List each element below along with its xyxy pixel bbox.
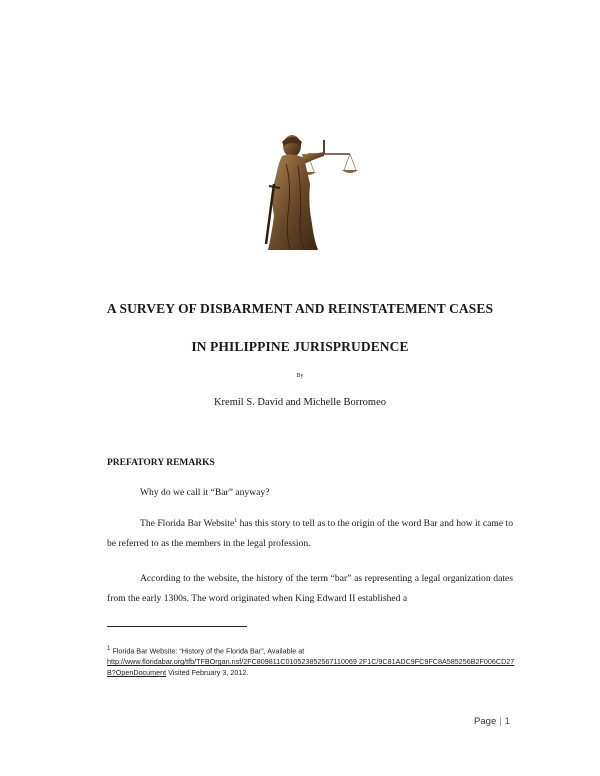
page-separator: | — [499, 716, 502, 727]
paragraph-2 — [107, 511, 513, 554]
paragraph-2-text-b: has this story to tell as to the origin of the word Bar and how it came to be referred to as the members in the legal profession. — [107, 518, 513, 550]
lady-justice-image — [252, 124, 360, 250]
footnote-number: 1 — [107, 646, 111, 652]
paragraph-3 — [107, 569, 513, 609]
paragraph-3-text: According to the website, the history of the term “bar” as representing a legal organization dates from the early 1300s. The word originated when King Edward II established a — [107, 573, 513, 604]
paragraph-1 — [107, 483, 513, 503]
footnote — [107, 644, 517, 678]
title-line-2: IN PHILIPPINE JURISPRUDENCE — [191, 339, 409, 354]
footnote-link[interactable]: http://www.floridabar.org/tfb/TFBOrgan.nsf/2FC809811C010523852567110069 2F1C/9C81ADC9FC9FC8A585256B2F006CD27B?OpenDocument — [107, 657, 515, 678]
page-label: Page — [474, 716, 497, 727]
title-line-1: A SURVEY OF DISBARMENT AND REINSTATEMENT CASES — [106, 301, 494, 316]
footnote-visited: Visited February 3, 2012. — [166, 668, 249, 678]
paragraph-1-text: Why do we call it “Bar” anyway? — [140, 487, 270, 498]
footnote-ref[interactable]: 1 — [234, 518, 238, 524]
footnote-text: Florida Bar Website: “History of the Florida Bar”, Available at — [110, 646, 305, 656]
page-number-footer — [474, 716, 510, 727]
paragraph-2-text-a: The Florida Bar Website — [140, 518, 235, 530]
footnote-divider — [107, 626, 247, 627]
authors: Kremil S. David and Michelle Borromeo — [213, 397, 387, 408]
page-number: 1 — [504, 716, 510, 727]
section-heading: PREFATORY REMARKS — [107, 458, 215, 468]
by-label: By — [296, 373, 304, 379]
lady-justice-icon — [252, 124, 360, 250]
